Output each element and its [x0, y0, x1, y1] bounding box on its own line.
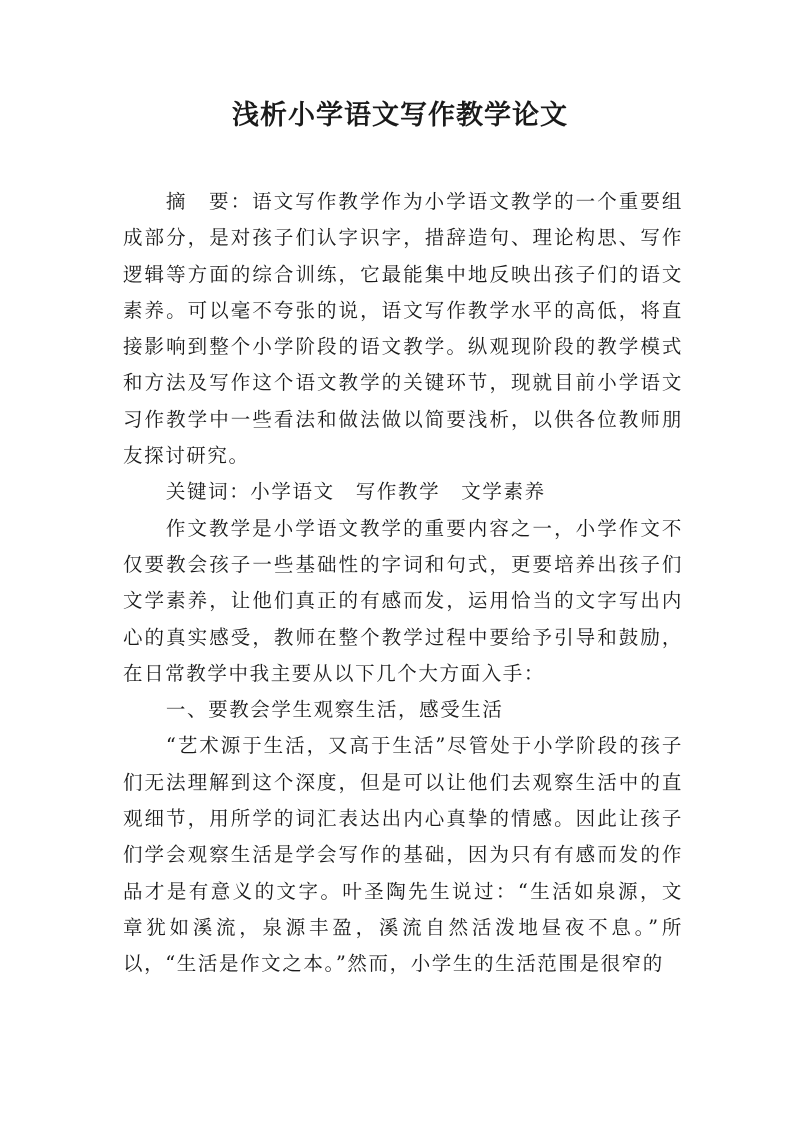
body-paragraph: “艺术源于生活，又高于生活”尽管处于小学阶段的孩子们无法理解到这个深度，但是可以让他们去观察生活中的直观细节，用所学的词汇表达出内心真挚的情感。因此让孩子们学会观察生活是学会写作的基础，因为只有有感而发的作品才是有意义的文字。叶圣陶先生说过：“生活如泉源，文章犹如溪流，泉源丰盈，溪流自然活泼地昼夜不息。”所以，“生活是作文之本。”然而，小学生的生活范围是很窄的: [123, 734, 683, 976]
keywords-paragraph: 关键词：小学语文 写作教学 文学素养: [165, 480, 546, 504]
document-title: 浅析小学语文写作教学论文: [232, 100, 568, 131]
document-body: [123, 184, 683, 983]
section-heading: 一、要教会学生观察生活，感受生活: [165, 698, 504, 722]
body-paragraph: 作文教学是小学语文教学的重要内容之一，小学作文不仅要教会孩子一些基础性的字词和句式，更要培养出孩子们文学素养，让他们真正的有感而发，运用恰当的文字写出内心的真实感受，教师在整个教学过程中要给予引导和鼓励，在日常教学中我主要从以下几个大方面入手：: [123, 516, 683, 685]
abstract-paragraph: 摘 要：语文写作教学作为小学语文教学的一个重要组成部分，是对孩子们认字识字，措辞造句、理论构思、写作逻辑等方面的综合训练，它最能集中地反映出孩子们的语文素养。可以毫不夸张的说，语文写作教学水平的高低，将直接影响到整个小学阶段的语文教学。纵观现阶段的教学模式和方法及写作这个语文教学的关键环节，现就目前小学语文习作教学中一些看法和做法做以简要浅析，以供各位教师朋友探讨研究。: [123, 190, 683, 468]
